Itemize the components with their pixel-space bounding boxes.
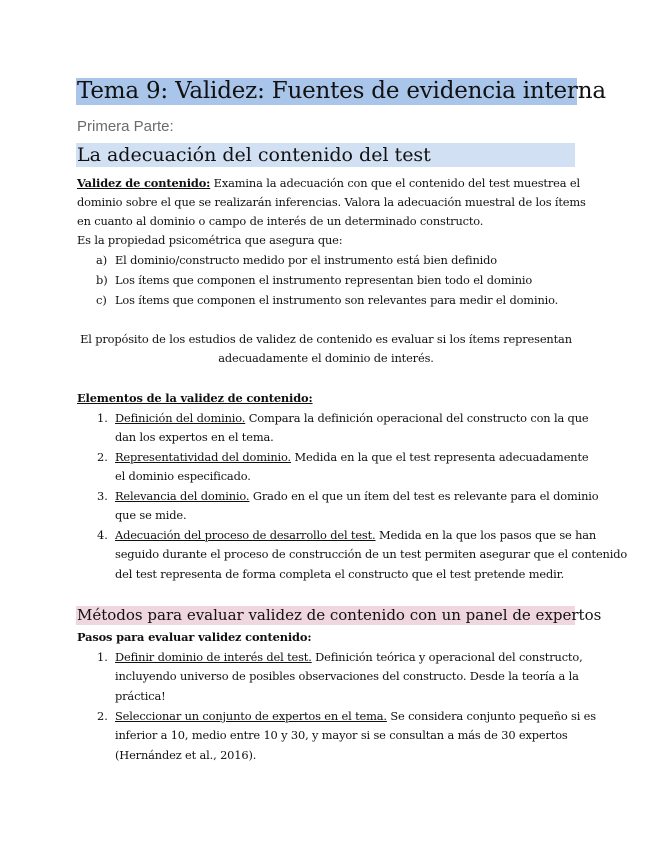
document-subtitle: Primera Parte: [77,118,174,135]
list-number: 1. [97,650,108,664]
elements-heading: Elementos de la validez de contenido: [77,391,313,405]
list-marker: a) [96,253,108,267]
item-term: Definición del dominio. [115,411,246,425]
definition-text: Examina la adecuación con que el contenido del test muestrea el [210,176,580,190]
item-term: Adecuación del proceso de desarrollo del test. [115,528,376,542]
list-number: 4. [97,528,108,542]
list-item-line: práctica! [115,689,166,703]
list-item-line: seguido durante el proceso de construcción de un test permiten asegurar que el contenido [115,547,628,561]
definition-line-2: dominio sobre el que se realizarán inferencias. Valora la adecuación muestral de los ítems [77,195,586,209]
item-term: Representatividad del dominio. [115,450,292,464]
item-term: Relevancia del dominio. [115,489,250,503]
list-item-line: del test representa de forma completa el constructo que el test pretende medir. [115,567,565,581]
list-number: 2. [97,450,108,464]
definition-line-3: en cuanto al dominio o campo de interés de un determinado constructo. [77,214,484,228]
definition-line-4: Es la propiedad psicométrica que asegura que: [77,233,343,247]
list-item-line: Relevancia del dominio. Grado en el que un ítem del test es relevante para el dominio [115,489,599,503]
list-item-line: dan los expertos en el tema. [115,430,274,444]
purpose-line-2: adecuadamente el dominio de interés. [218,351,434,365]
list-item-text: El dominio/constructo medido por el instrumento está bien definido [115,253,497,267]
list-item-line: (Hernández et al., 2016). [115,748,257,762]
section-heading-expert-panel: Métodos para evaluar validez de contenido con un panel de expertos [77,606,602,624]
list-item-line: Definir dominio de interés del test. Definición teórica y operacional del constructo, [115,650,583,664]
list-item-line: inferior a 10, medio entre 10 y 30, y mayor si se consultan a más de 30 expertos [115,728,568,742]
definition-term: Validez de contenido: [77,176,211,190]
list-item-line: incluyendo universo de posibles observaciones del constructo. Desde la teoría a la [115,669,579,683]
list-marker: b) [96,273,108,287]
list-item-line: el dominio especificado. [115,469,251,483]
list-number: 3. [97,489,108,503]
definition-line-1 [77,174,580,194]
list-number: 2. [97,709,108,723]
item-term: Definir dominio de interés del test. [115,650,312,664]
list-item-text: Los ítems que componen el instrumento son relevantes para medir el dominio. [115,293,559,307]
list-item-line: Representatividad del dominio. Medida en la que el test representa adecuadamente [115,450,589,464]
steps-heading: Pasos para evaluar validez contenido: [77,630,312,644]
document-title: Tema 9: Validez: Fuentes de evidencia interna [77,78,606,104]
list-item-line: Definición del dominio. Compara la definición operacional del constructo con la que [115,411,589,425]
purpose-line-1: El propósito de los estudios de validez de contenido es evaluar si los ítems representan [80,332,572,346]
list-item-line: Adecuación del proceso de desarrollo del test. Medida en la que los pasos que se han [115,528,597,542]
item-term: Seleccionar un conjunto de expertos en el tema. [115,709,387,723]
list-number: 1. [97,411,108,425]
section-heading-content-adequacy: La adecuación del contenido del test [76,143,575,167]
list-item-line: que se mide. [115,508,187,522]
list-item-text: Los ítems que componen el instrumento representan bien todo el dominio [115,273,533,287]
list-marker: c) [96,293,107,307]
list-item-line: Seleccionar un conjunto de expertos en el tema. Se considera conjunto pequeño si es [115,709,596,723]
